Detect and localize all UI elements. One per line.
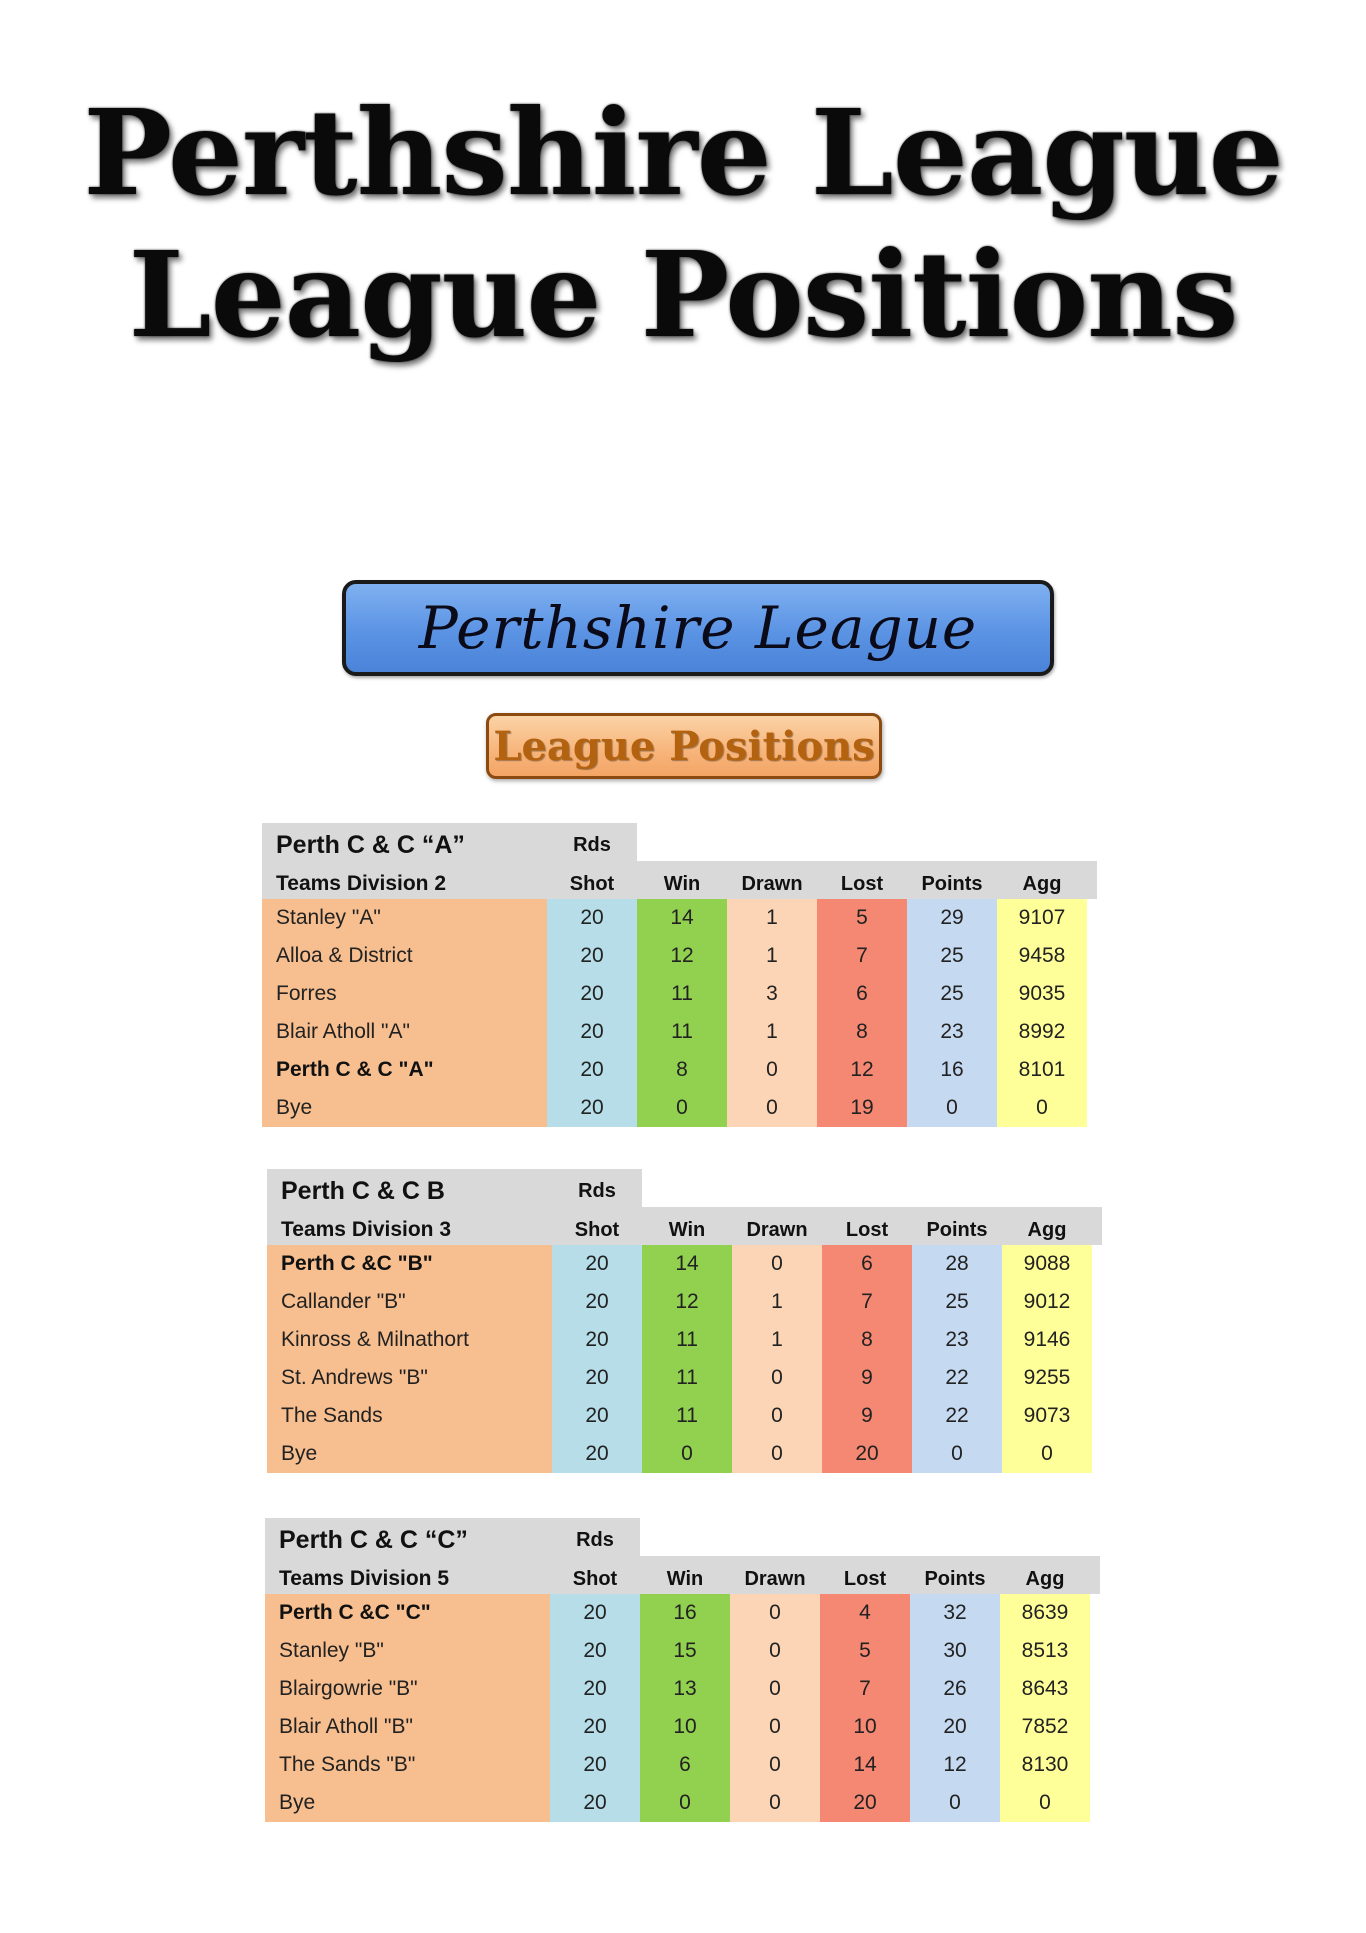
shot-header: Shot [574,1219,620,1241]
shot-value: 20 [550,1594,640,1632]
team-name: Forres [262,975,547,1013]
points-value: 32 [910,1594,1000,1632]
agg-value: 9458 [997,937,1087,975]
points-value: 23 [907,1013,997,1051]
table-header-columns [262,861,1097,899]
league-banner-text: Perthshire League [418,594,978,662]
table-row [262,1013,1097,1051]
table-header-top [267,1169,1102,1207]
team-name: Bye [267,1435,552,1473]
drawn-value: 0 [732,1397,822,1435]
points-value: 28 [912,1245,1002,1283]
drawn-value: 0 [730,1708,820,1746]
lost-header: Lost [840,873,884,895]
table-row [267,1359,1102,1397]
drawn-value: 1 [727,937,817,975]
league-banner [342,580,1054,676]
shot-header: Shot [572,1568,618,1590]
team-name: The Sands "B" [265,1746,550,1784]
win-value: 12 [637,937,727,975]
win-value: 10 [640,1708,730,1746]
agg-header: Agg [1027,1219,1067,1241]
league-table-division-3 [267,1169,1102,1473]
agg-value: 0 [997,1089,1087,1127]
table-row [265,1708,1100,1746]
drawn-value: 1 [732,1321,822,1359]
team-name: Kinross & Milnathort [267,1321,552,1359]
lost-value: 7 [822,1283,912,1321]
win-value: 11 [642,1359,732,1397]
team-name: St. Andrews "B" [267,1359,552,1397]
shot-header: Shot [569,873,615,895]
lost-value: 10 [820,1708,910,1746]
drawn-value: 0 [730,1632,820,1670]
team-name: Bye [265,1784,550,1822]
team-name: Perth C &C "B" [267,1245,552,1283]
lost-value: 12 [817,1051,907,1089]
table-header-columns [267,1207,1102,1245]
rds-header: Rds [550,1518,640,1556]
lost-value: 20 [822,1435,912,1473]
points-value: 20 [910,1708,1000,1746]
positions-banner-text: League Positions [493,722,875,770]
points-header: Points [924,1568,986,1590]
points-value: 29 [907,899,997,937]
lost-value: 8 [817,1013,907,1051]
table-row [267,1435,1102,1473]
win-value: 15 [640,1632,730,1670]
shot-value: 20 [547,975,637,1013]
shot-value: 20 [550,1670,640,1708]
lost-value: 6 [817,975,907,1013]
shot-value: 20 [547,1013,637,1051]
table-row [267,1397,1102,1435]
drawn-value: 0 [727,1051,817,1089]
table-row [262,1051,1097,1089]
lost-header: Lost [845,1219,889,1241]
win-header: Win [668,1219,706,1241]
lost-value: 4 [820,1594,910,1632]
win-value: 14 [637,899,727,937]
win-value: 6 [640,1746,730,1784]
league-table-division-2 [262,823,1097,1127]
shot-value: 20 [552,1397,642,1435]
team-name: The Sands [267,1397,552,1435]
team-name: Blair Atholl "A" [262,1013,547,1051]
table-row [265,1670,1100,1708]
team-name: Blairgowrie "B" [265,1670,550,1708]
agg-value: 9107 [997,899,1087,937]
team-name: Callander "B" [267,1283,552,1321]
lost-value: 20 [820,1784,910,1822]
shot-value: 20 [552,1435,642,1473]
lost-value: 14 [820,1746,910,1784]
table-row [265,1784,1100,1822]
lost-value: 19 [817,1089,907,1127]
win-value: 11 [642,1321,732,1359]
win-value: 11 [637,1013,727,1051]
team-name: Stanley "A" [262,899,547,937]
points-value: 0 [910,1784,1000,1822]
table-row [267,1321,1102,1359]
lost-header: Lost [843,1568,887,1590]
points-value: 25 [907,975,997,1013]
points-header: Points [926,1219,988,1241]
agg-value: 8992 [997,1013,1087,1051]
rds-header: Rds [547,823,637,861]
lost-value: 6 [822,1245,912,1283]
agg-header: Agg [1022,873,1062,895]
table-header-top [262,823,1097,861]
agg-header: Agg [1025,1568,1065,1590]
team-name: Perth C &C "C" [265,1594,550,1632]
shot-value: 20 [552,1245,642,1283]
shot-value: 20 [552,1359,642,1397]
points-value: 12 [910,1746,1000,1784]
team-name: Alloa & District [262,937,547,975]
win-value: 12 [642,1283,732,1321]
agg-value: 9073 [1002,1397,1092,1435]
shot-value: 20 [550,1632,640,1670]
win-value: 11 [637,975,727,1013]
division-label: Teams Division 2 [276,872,447,895]
shot-value: 20 [547,1051,637,1089]
shot-value: 20 [550,1746,640,1784]
lost-value: 7 [817,937,907,975]
win-value: 14 [642,1245,732,1283]
agg-value: 8643 [1000,1670,1090,1708]
positions-banner [486,713,882,779]
agg-value: 8130 [1000,1746,1090,1784]
drawn-value: 1 [732,1283,822,1321]
table-row [265,1594,1100,1632]
lost-value: 5 [817,899,907,937]
league-table-division-5 [265,1518,1100,1822]
table-row [262,937,1097,975]
win-header: Win [663,873,701,895]
points-value: 25 [907,937,997,975]
team-name: Blair Atholl "B" [265,1708,550,1746]
points-value: 0 [912,1435,1002,1473]
points-value: 30 [910,1632,1000,1670]
drawn-header: Drawn [746,1219,808,1241]
win-value: 16 [640,1594,730,1632]
drawn-header: Drawn [741,873,803,895]
agg-value: 8513 [1000,1632,1090,1670]
drawn-value: 0 [732,1359,822,1397]
drawn-value: 0 [732,1435,822,1473]
shot-value: 20 [552,1321,642,1359]
win-value: 0 [640,1784,730,1822]
table-row [265,1632,1100,1670]
shot-value: 20 [550,1708,640,1746]
drawn-value: 0 [730,1784,820,1822]
header-blank [640,1518,1100,1556]
drawn-header: Drawn [744,1568,806,1590]
shot-value: 20 [547,937,637,975]
agg-value: 8639 [1000,1594,1090,1632]
win-header: Win [666,1568,704,1590]
points-value: 16 [907,1051,997,1089]
drawn-value: 0 [730,1594,820,1632]
win-value: 8 [637,1051,727,1089]
shot-value: 20 [550,1784,640,1822]
table-row [262,975,1097,1013]
lost-value: 9 [822,1359,912,1397]
table-header-columns [265,1556,1100,1594]
agg-value: 7852 [1000,1708,1090,1746]
points-value: 25 [912,1283,1002,1321]
team-name: Stanley "B" [265,1632,550,1670]
page-title [0,82,1366,366]
points-value: 26 [910,1670,1000,1708]
page-title-line-1: Perthshire League [83,83,1283,222]
drawn-value: 1 [727,899,817,937]
agg-value: 9146 [1002,1321,1092,1359]
lost-value: 7 [820,1670,910,1708]
win-value: 0 [637,1089,727,1127]
agg-value: 9012 [1002,1283,1092,1321]
drawn-value: 0 [732,1245,822,1283]
win-value: 13 [640,1670,730,1708]
agg-value: 9088 [1002,1245,1092,1283]
lost-value: 8 [822,1321,912,1359]
drawn-value: 1 [727,1013,817,1051]
agg-value: 0 [1000,1784,1090,1822]
drawn-value: 0 [727,1089,817,1127]
agg-value: 0 [1002,1435,1092,1473]
header-blank [642,1169,1102,1207]
drawn-value: 3 [727,975,817,1013]
win-value: 0 [642,1435,732,1473]
lost-value: 5 [820,1632,910,1670]
header-blank [637,823,1097,861]
lost-value: 9 [822,1397,912,1435]
table-row [262,1089,1097,1127]
shot-value: 20 [547,899,637,937]
team-header: Perth C & C “C” [265,1518,550,1556]
team-name: Bye [262,1089,547,1127]
table-row [265,1746,1100,1784]
points-value: 22 [912,1359,1002,1397]
shot-value: 20 [552,1283,642,1321]
team-header: Perth C & C “A” [262,823,547,861]
rds-header: Rds [552,1169,642,1207]
table-row [267,1283,1102,1321]
table-row [267,1245,1102,1283]
drawn-value: 0 [730,1746,820,1784]
win-value: 11 [642,1397,732,1435]
agg-value: 9035 [997,975,1087,1013]
points-value: 23 [912,1321,1002,1359]
agg-value: 8101 [997,1051,1087,1089]
shot-value: 20 [547,1089,637,1127]
team-name: Perth C & C "A" [262,1051,547,1089]
page-title-line-2: League Positions [128,225,1238,364]
team-header: Perth C & C B [267,1169,552,1207]
agg-value: 9255 [1002,1359,1092,1397]
points-value: 0 [907,1089,997,1127]
drawn-value: 0 [730,1670,820,1708]
table-row [262,899,1097,937]
division-label: Teams Division 5 [279,1567,450,1590]
table-header-top [265,1518,1100,1556]
division-label: Teams Division 3 [281,1218,452,1241]
points-header: Points [921,873,983,895]
points-value: 22 [912,1397,1002,1435]
